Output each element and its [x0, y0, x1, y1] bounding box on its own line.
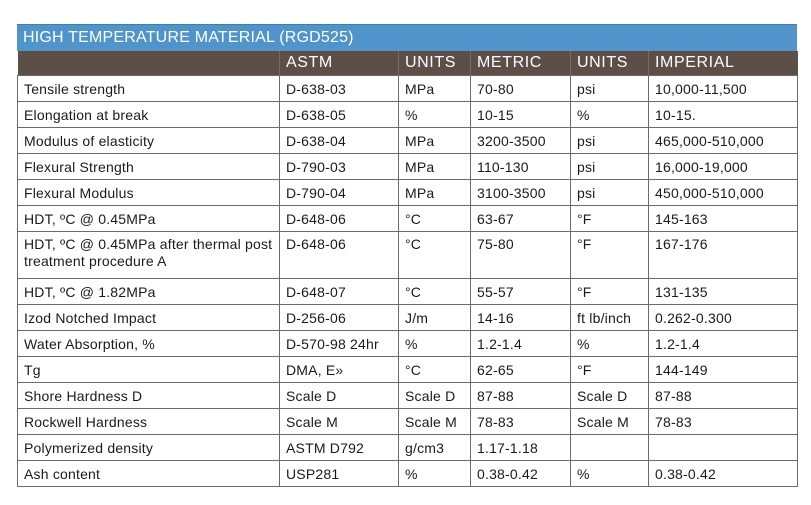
imperial-unit: %: [571, 331, 649, 357]
imperial-unit: psi: [571, 128, 649, 154]
imperial-value: 1.2-1.4: [649, 331, 798, 357]
metric-value: 110-130: [471, 154, 571, 180]
metric-value: 10-15: [471, 102, 571, 128]
imperial-value: 145-163: [649, 206, 798, 232]
astm-method: D-648-06: [280, 206, 399, 232]
header-row: [18, 51, 798, 76]
table-row: [18, 206, 798, 232]
property-name: Flexural Modulus: [18, 180, 280, 206]
astm-method: ASTM D792: [280, 435, 399, 461]
astm-method: USP281: [280, 461, 399, 487]
table-row: [18, 102, 798, 128]
imperial-value: 10-15.: [649, 102, 798, 128]
property-name: HDT, ºC @ 0.45MPa: [18, 206, 280, 232]
imperial-unit: °F: [571, 206, 649, 232]
properties-table: [17, 51, 798, 487]
imperial-unit: °F: [571, 357, 649, 383]
imperial-unit: psi: [571, 154, 649, 180]
metric-value: 1.17-1.18: [471, 435, 571, 461]
astm-method: Scale D: [280, 383, 399, 409]
metric-unit: °C: [399, 279, 471, 305]
astm-method: D-638-03: [280, 76, 399, 102]
astm-method: D-256-06: [280, 305, 399, 331]
material-properties-sheet: [17, 24, 797, 487]
imperial-value: 450,000-510,000: [649, 180, 798, 206]
metric-value: 3200-3500: [471, 128, 571, 154]
imperial-unit: psi: [571, 76, 649, 102]
imperial-value: 167-176: [649, 232, 798, 279]
property-name: Izod Notched Impact: [18, 305, 280, 331]
imperial-unit: °F: [571, 232, 649, 279]
imperial-value: 87-88: [649, 383, 798, 409]
metric-value: 14-16: [471, 305, 571, 331]
imperial-value: 131-135: [649, 279, 798, 305]
table-title: HIGH TEMPERATURE MATERIAL (RGD525): [17, 24, 797, 51]
astm-method: D-790-03: [280, 154, 399, 180]
imperial-unit: °F: [571, 279, 649, 305]
property-name: Rockwell Hardness: [18, 409, 280, 435]
imperial-unit: psi: [571, 180, 649, 206]
imperial-value: 10,000-11,500: [649, 76, 798, 102]
metric-value: 62-65: [471, 357, 571, 383]
astm-method: D-570-98 24hr: [280, 331, 399, 357]
property-name: HDT, ºC @ 1.82MPa: [18, 279, 280, 305]
imperial-value: [649, 435, 798, 461]
metric-value: 63-67: [471, 206, 571, 232]
imperial-value: 78-83: [649, 409, 798, 435]
imperial-value: 0.262-0.300: [649, 305, 798, 331]
header-imperial: IMPERIAL: [649, 51, 798, 76]
imperial-unit: %: [571, 461, 649, 487]
table-row: [18, 331, 798, 357]
table-row: [18, 154, 798, 180]
metric-unit: MPa: [399, 128, 471, 154]
property-name: Modulus of elasticity: [18, 128, 280, 154]
table-row: [18, 357, 798, 383]
metric-unit: g/cm3: [399, 435, 471, 461]
table-row: [18, 180, 798, 206]
astm-method: D-648-07: [280, 279, 399, 305]
property-name: Water Absorption, %: [18, 331, 280, 357]
metric-value: 0.38-0.42: [471, 461, 571, 487]
table-row: [18, 461, 798, 487]
imperial-unit: ft lb/inch: [571, 305, 649, 331]
metric-unit: %: [399, 461, 471, 487]
table-row: [18, 383, 798, 409]
imperial-value: 144-149: [649, 357, 798, 383]
table-row: [18, 76, 798, 102]
metric-value: 3100-3500: [471, 180, 571, 206]
property-name: Flexural Strength: [18, 154, 280, 180]
table-row: [18, 435, 798, 461]
header-imperial-units: UNITS: [571, 51, 649, 76]
header-metric-units: UNITS: [399, 51, 471, 76]
header-metric: METRIC: [471, 51, 571, 76]
metric-unit: °C: [399, 357, 471, 383]
imperial-value: 465,000-510,000: [649, 128, 798, 154]
metric-unit: %: [399, 331, 471, 357]
metric-value: 78-83: [471, 409, 571, 435]
metric-unit: MPa: [399, 76, 471, 102]
property-name: Tg: [18, 357, 280, 383]
imperial-unit: %: [571, 102, 649, 128]
metric-value: 75-80: [471, 232, 571, 279]
metric-value: 1.2-1.4: [471, 331, 571, 357]
metric-unit: Scale D: [399, 383, 471, 409]
header-property: [18, 51, 280, 76]
property-name: Tensile strength: [18, 76, 280, 102]
astm-method: DMA, E»: [280, 357, 399, 383]
astm-method: Scale M: [280, 409, 399, 435]
header-astm: ASTM: [280, 51, 399, 76]
metric-unit: °C: [399, 206, 471, 232]
table-row: [18, 409, 798, 435]
property-name: Shore Hardness D: [18, 383, 280, 409]
imperial-unit: [571, 435, 649, 461]
imperial-value: 0.38-0.42: [649, 461, 798, 487]
metric-unit: MPa: [399, 180, 471, 206]
astm-method: D-790-04: [280, 180, 399, 206]
table-row: [18, 305, 798, 331]
property-name: Elongation at break: [18, 102, 280, 128]
table-row: [18, 279, 798, 305]
astm-method: D-638-05: [280, 102, 399, 128]
property-name: Ash content: [18, 461, 280, 487]
metric-unit: Scale M: [399, 409, 471, 435]
astm-method: D-638-04: [280, 128, 399, 154]
metric-unit: °C: [399, 232, 471, 279]
imperial-value: 16,000-19,000: [649, 154, 798, 180]
property-name: HDT, ºC @ 0.45MPa after thermal post treatment procedure A: [18, 232, 280, 279]
astm-method: D-648-06: [280, 232, 399, 279]
metric-value: 55-57: [471, 279, 571, 305]
imperial-unit: Scale D: [571, 383, 649, 409]
metric-unit: %: [399, 102, 471, 128]
table-row: [18, 128, 798, 154]
property-name: Polymerized density: [18, 435, 280, 461]
metric-value: 87-88: [471, 383, 571, 409]
metric-unit: J/m: [399, 305, 471, 331]
metric-value: 70-80: [471, 76, 571, 102]
table-row: [18, 232, 798, 279]
metric-unit: MPa: [399, 154, 471, 180]
imperial-unit: Scale M: [571, 409, 649, 435]
